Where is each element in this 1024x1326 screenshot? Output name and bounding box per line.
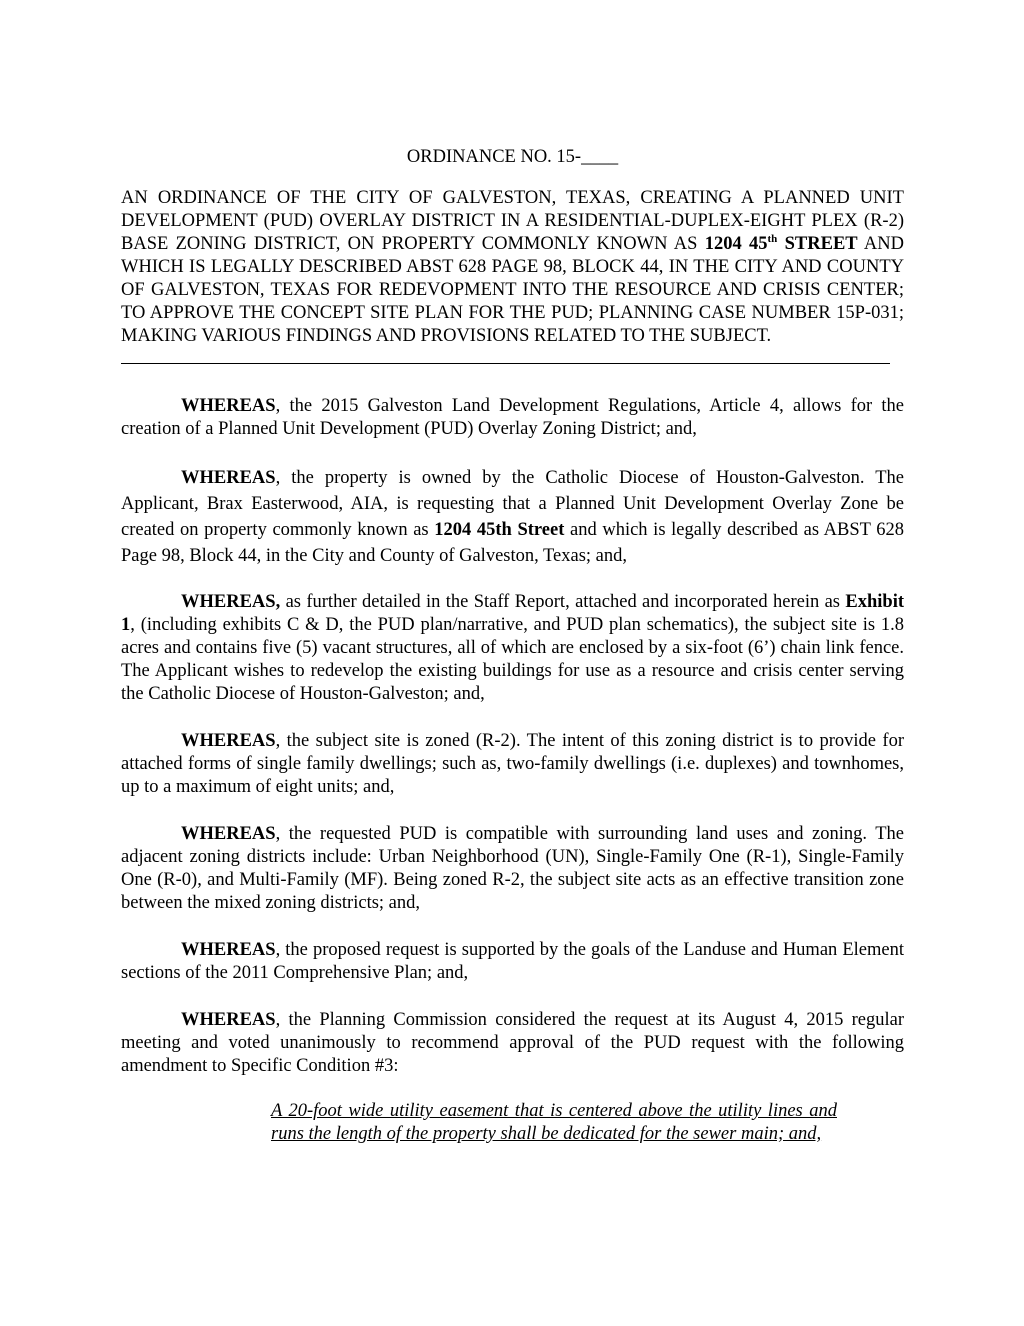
whereas-paragraph-2	[121, 465, 904, 569]
whereas-text: , (including exhibits C & D, the PUD plan/narrative, and PUD plan schematics), the subject site is 1.8 acres and contains five (5) vacant structures, all of which are enclosed by a six-foot (6’) chain link fence. The Applicant wishes to redevelop the existing buildings for use as a resource and crisis center serving the Catholic Diocese of Houston-Galveston; and,	[121, 615, 904, 704]
caption-text-part1: AN ORDINANCE OF THE CITY OF GALVESTON, TEXAS, CREATING A PLANNED UNIT DEVELOPMENT (PUD) OVERLAY DISTRICT IN A RESIDENTIAL-DUPLEX-EIGHT PLEX (R-2) BASE ZONING DISTRICT, ON PROPERTY COMMONLY KNOWN AS	[121, 188, 904, 254]
whereas-text: and which is legally described as ABST 628 Page 98, Block 44, in the City and County of Galveston, Texas; and,	[121, 520, 904, 566]
whereas-label: WHEREAS	[181, 1010, 276, 1030]
whereas-text: , the proposed request is supported by the goals of the Landuse and Human Element sections of the 2011 Comprehensive Plan; and,	[121, 940, 904, 983]
ordinance-title: ORDINANCE NO. 15-____	[406, 147, 619, 167]
whereas-paragraph-4	[121, 730, 904, 799]
whereas-label: WHEREAS	[181, 731, 276, 751]
whereas-paragraph-3	[121, 591, 904, 706]
caption-address-suffix: th	[767, 232, 778, 245]
whereas-text: , the property is owned by the Catholic Diocese of Houston-Galveston. The Applicant, Brax Easterwood, AIA, is requesting that a Planned Unit Development Overlay Zone be created on property commonly known as	[121, 468, 904, 540]
whereas-text: , the requested PUD is compatible with surrounding land uses and zoning. The adjacent zoning districts include: Urban Neighborhood (UN), Single-Family One (R-1), Single-Family One (R-0), and Multi-Family (MF). Being zoned R-2, the subject site acts as an effective transition zone between the mixed zoning districts; and,	[121, 824, 904, 913]
whereas-label: WHEREAS	[181, 824, 276, 844]
document-page	[121, 145, 904, 1146]
whereas-label: WHEREAS	[181, 396, 276, 416]
caption-text-part2: AND WHICH IS LEGALLY DESCRIBED ABST 628 PAGE 98, BLOCK 44, IN THE CITY AND COUNTY OF GALVESTON, TEXAS FOR REDEVOPMENT INTO THE RESOURCE AND CRISIS CENTER; TO APPROVE THE CONCEPT SITE PLAN FOR THE PUD; PLANNING CASE NUMBER 15P-031; MAKING VARIOUS FINDINGS AND PROVISIONS RELATED TO THE SUBJECT.	[121, 234, 904, 346]
caption-divider-line	[121, 363, 890, 364]
whereas-label: WHEREAS,	[181, 592, 281, 612]
caption-address	[705, 234, 858, 254]
whereas-paragraph-1	[121, 395, 904, 441]
whereas-label: WHEREAS	[181, 940, 276, 960]
whereas-paragraph-7	[121, 1009, 904, 1078]
ordinance-caption	[121, 187, 904, 348]
whereas-paragraph-6	[121, 939, 904, 985]
whereas-text: , the 2015 Galveston Land Development Regulations, Article 4, allows for the creation of a Planned Unit Development (PUD) Overlay Zoning District; and,	[121, 396, 904, 439]
whereas-label: WHEREAS	[181, 468, 276, 488]
whereas-paragraph-5	[121, 823, 904, 915]
exhibit-reference: Exhibit 1	[121, 592, 904, 635]
specific-condition-amendment: A 20-foot wide utility easement that is centered above the utility lines and runs the length of the property shall be dedicated for the sewer main; and,	[271, 1101, 837, 1144]
caption-address-street: STREET	[777, 234, 858, 254]
whereas-text: , the Planning Commission considered the request at its August 4, 2015 regular meeting and voted unanimously to recommend approval of the PUD request with the following amendment to Specific Condition #3:	[121, 1010, 904, 1076]
property-address: 1204 45th Street	[434, 520, 565, 540]
whereas-text: , the subject site is zoned (R-2). The intent of this zoning district is to provide for attached forms of single family dwellings; such as, two-family dwellings (i.e. duplexes) and townhomes, up to a maximum of eight units; and,	[121, 731, 904, 797]
whereas-text: as further detailed in the Staff Report, attached and incorporated herein as	[280, 592, 846, 612]
caption-address-number: 1204 45	[704, 234, 768, 254]
